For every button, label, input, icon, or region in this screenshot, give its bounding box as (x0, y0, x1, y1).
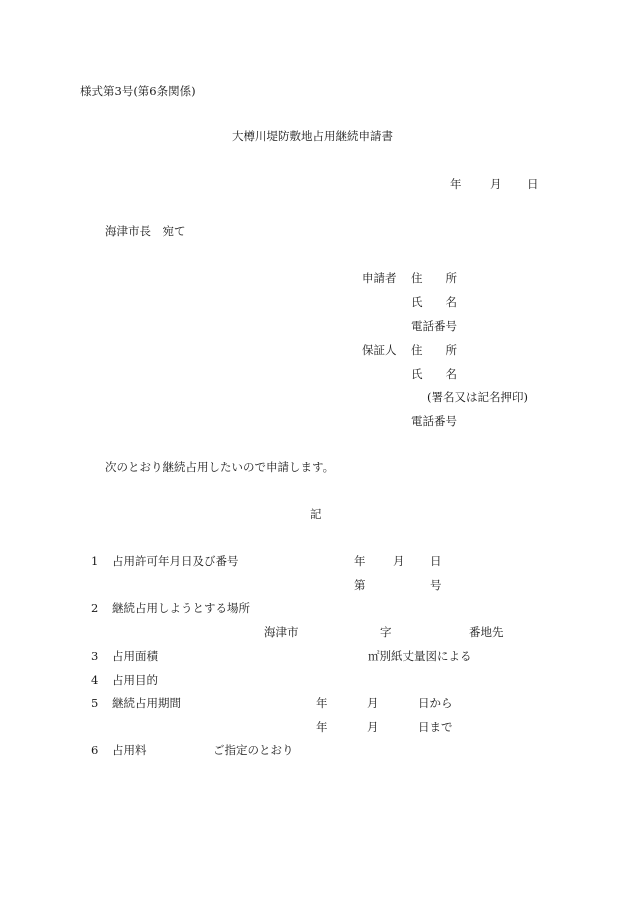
permit-year-label: 年 (354, 554, 366, 568)
form-title: 大樽川堤防敷地占用継続申請書 (232, 129, 393, 143)
permit-number-suffix: 号 (430, 578, 442, 592)
period-to-month-label: 月 (367, 720, 379, 734)
item-number: 6 (91, 743, 99, 757)
item-number: 5 (91, 696, 99, 710)
fee-value: ご指定のとおり (213, 743, 294, 757)
date-month-label: 月 (490, 177, 502, 191)
applicant-name-label: 氏 名 (411, 295, 457, 309)
item-label: 継続占用しようとする場所 (112, 601, 250, 615)
item-label: 占用料 (112, 743, 147, 757)
item-label: 占用面積 (112, 649, 158, 663)
applicant-heading: 申請者 (362, 271, 397, 285)
item-number: 2 (91, 601, 99, 615)
applicant-phone-label: 電話番号 (411, 319, 457, 333)
item-number: 1 (91, 554, 99, 568)
ki-heading: 記 (310, 507, 322, 521)
applicant-address-label: 住 所 (411, 271, 457, 285)
guarantor-address-label: 住 所 (411, 343, 457, 357)
period-from-month-label: 月 (367, 696, 379, 710)
guarantor-signature-note: (署名又は記名押印) (427, 390, 528, 404)
item-label: 占用目的 (112, 673, 158, 687)
item-number: 3 (91, 649, 99, 663)
body-text: 次のとおり継続占用したいので申請します。 (105, 460, 335, 474)
item-number: 4 (91, 673, 99, 687)
location-aza-label: 字 (380, 625, 392, 639)
guarantor-heading: 保証人 (362, 343, 397, 357)
guarantor-name-label: 氏 名 (411, 367, 457, 381)
period-to-year-label: 年 (316, 720, 328, 734)
permit-month-label: 月 (393, 554, 405, 568)
date-day-label: 日 (527, 177, 539, 191)
period-from-year-label: 年 (316, 696, 328, 710)
item-label: 占用許可年月日及び番号 (112, 554, 239, 568)
period-from-day-label: 日から (418, 696, 453, 710)
date-year-label: 年 (450, 177, 462, 191)
form-number: 様式第3号(第6条関係) (80, 84, 196, 98)
area-value: ㎡別紙丈量図による (368, 649, 472, 663)
permit-day-label: 日 (430, 554, 442, 568)
addressee: 海津市長 宛て (105, 224, 186, 238)
permit-number-prefix: 第 (354, 578, 366, 592)
guarantor-phone-label: 電話番号 (411, 414, 457, 428)
item-label: 継続占用期間 (112, 696, 181, 710)
period-to-day-label: 日まで (418, 720, 453, 734)
location-city: 海津市 (264, 625, 299, 639)
location-banchi-label: 番地先 (469, 625, 504, 639)
